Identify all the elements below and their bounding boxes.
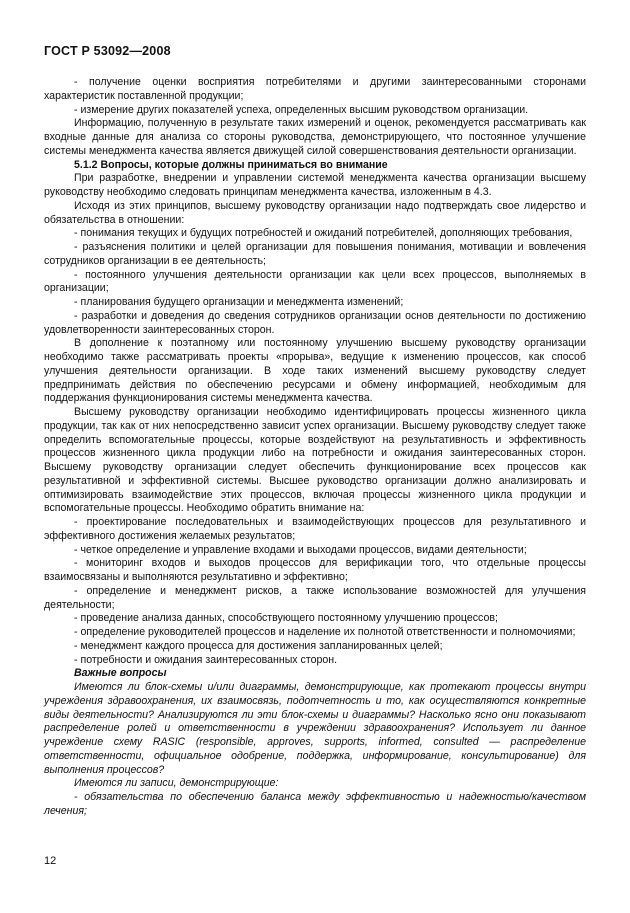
standard-header: ГОСТ Р 53092—2008 bbox=[44, 44, 171, 58]
paragraph: - потребности и ожидания заинтересованных сторон. bbox=[74, 653, 338, 666]
paragraph: - определение руководителей процессов и наделение их полнотой ответственности и полномочиями; bbox=[74, 626, 576, 638]
paragraph: - проектирование последовательных и взаимодействующих процессов для результативного и эффективного достижения желаемых результатов; bbox=[44, 516, 586, 542]
paragraph: - разработки и доведения до сведения сотрудников организации основ деятельности по достижению удовлетворенности заинтересованных сторон. bbox=[44, 309, 586, 336]
paragraph: - получение оценки восприятия потребителями и другими заинтересованными сторонами характеристик поставленной продукции; bbox=[44, 76, 586, 102]
paragraph: - планирования будущего организации и менеджмента изменений; bbox=[74, 296, 404, 308]
paragraph: - мониторинг входов и выходов процессов для верификации того, что отдельные процессы взаимосвязаны и выполняются результативно и эффективно; bbox=[44, 557, 586, 583]
paragraph: - проведение анализа данных, способствующего постоянному улучшению процессов; bbox=[74, 612, 498, 625]
paragraph: Информацию, полученную в результате таких измерений и оценок, рекомендуется рассматривать как входные данные для анализа со стороны руководства, демонстрирующего, что постоянное улучшение системы менеджмента качества является движущей силой совершенствования деятельности организации. bbox=[44, 117, 586, 157]
paragraph: - постоянного улучшения деятельности организации как цели всех процессов, выполняемых в организации; bbox=[44, 268, 586, 295]
paragraph: При разработке, внедрении и управлении системой менеджмента качества организации высшему руководству необходимо следовать принципам менеджмента качества, изложенным в 4.3. bbox=[44, 172, 586, 198]
paragraph: Исходя из этих принципов, высшему руководству организации надо подтверждать свое лидерство и обязательства в отношении: bbox=[44, 199, 586, 226]
paragraph: - определение и менеджмент рисков, а также использование возможностей для улучшения деятельности; bbox=[44, 584, 586, 611]
document-body bbox=[44, 76, 586, 819]
paragraph: Имеются ли блок-схемы и/или диаграммы, демонстрирующие, как протекают процессы внутри учреждения здравоохранения, их взаимосвязь, подотчетность и то, как осуществляются конкретные виды деятельности? Анализируются ли эти блок-схемы и диаграммы? Насколько ясно они показывают распределение ролей и ответственности в учреждении здравоохранения? Использует ли данное учреждение схему RASIC (responsible, approves, supports, informed, consulted — распределение ответственности, официальное одобрение, поддержка, информирование, консультирование) для выполнения процессов? bbox=[44, 681, 586, 776]
paragraph: - разъяснения политики и целей организации для повышения понимания, мотивации и вовлечения сотрудников организации в ее деятельность; bbox=[44, 241, 586, 267]
paragraph: - менеджмент каждого процесса для достижения запланированных целей; bbox=[74, 639, 443, 652]
paragraph: - измерение других показателей успеха, определенных высшим руководством организации. bbox=[74, 103, 529, 116]
paragraph: В дополнение к поэтапному или постоянному улучшению высшему руководству организации необходимо также рассматривать проекты «прорыва», ведущие к изменению процессов, как способ улучшения деятельности организации. В ходе таких изменений высшему руководству следует предпринимать действия по обеспечению ресурсами и обмену информацией, необходимым для поддержания функционирования системы менеджмента качества. bbox=[44, 337, 586, 405]
paragraph: - четкое определение и управление входами и выходами процессов, видами деятельности; bbox=[74, 543, 527, 556]
paragraph: Высшему руководству организации необходимо идентифицировать процессы жизненного цикла продукции, так как от них непосредственно зависит успех организации. Высшему руководству следует также определить вспомогательные процессы, которые воздействуют на результативность и эффективность процессов жизненного цикла продукции либо на потребности и ожидания заинтересованных сторон. Высшему руководству организации следует обеспечить функционирование всех процессов как результативной и эффективной системы. Высшее руководство организации должно анализировать и оптимизировать взаимодействие этих процессов, включая процессы жизненного цикла продукции и вспомогательные процессы. Необходимо обратить внимание на: bbox=[44, 406, 586, 515]
paragraph: - понимания текущих и будущих потребностей и ожиданий потребителей, дополняющих требования, bbox=[74, 227, 573, 240]
section-heading: 5.1.2 Вопросы, которые должны приниматься во внимание bbox=[74, 158, 388, 171]
page-number: 12 bbox=[44, 855, 57, 867]
subheading: Важные вопросы bbox=[74, 667, 167, 680]
paragraph: - обязательства по обеспечению баланса между эффективностью и надежностью/качеством лечения; bbox=[44, 791, 586, 817]
paragraph: Имеются ли записи, демонстрирующие: bbox=[74, 777, 279, 790]
